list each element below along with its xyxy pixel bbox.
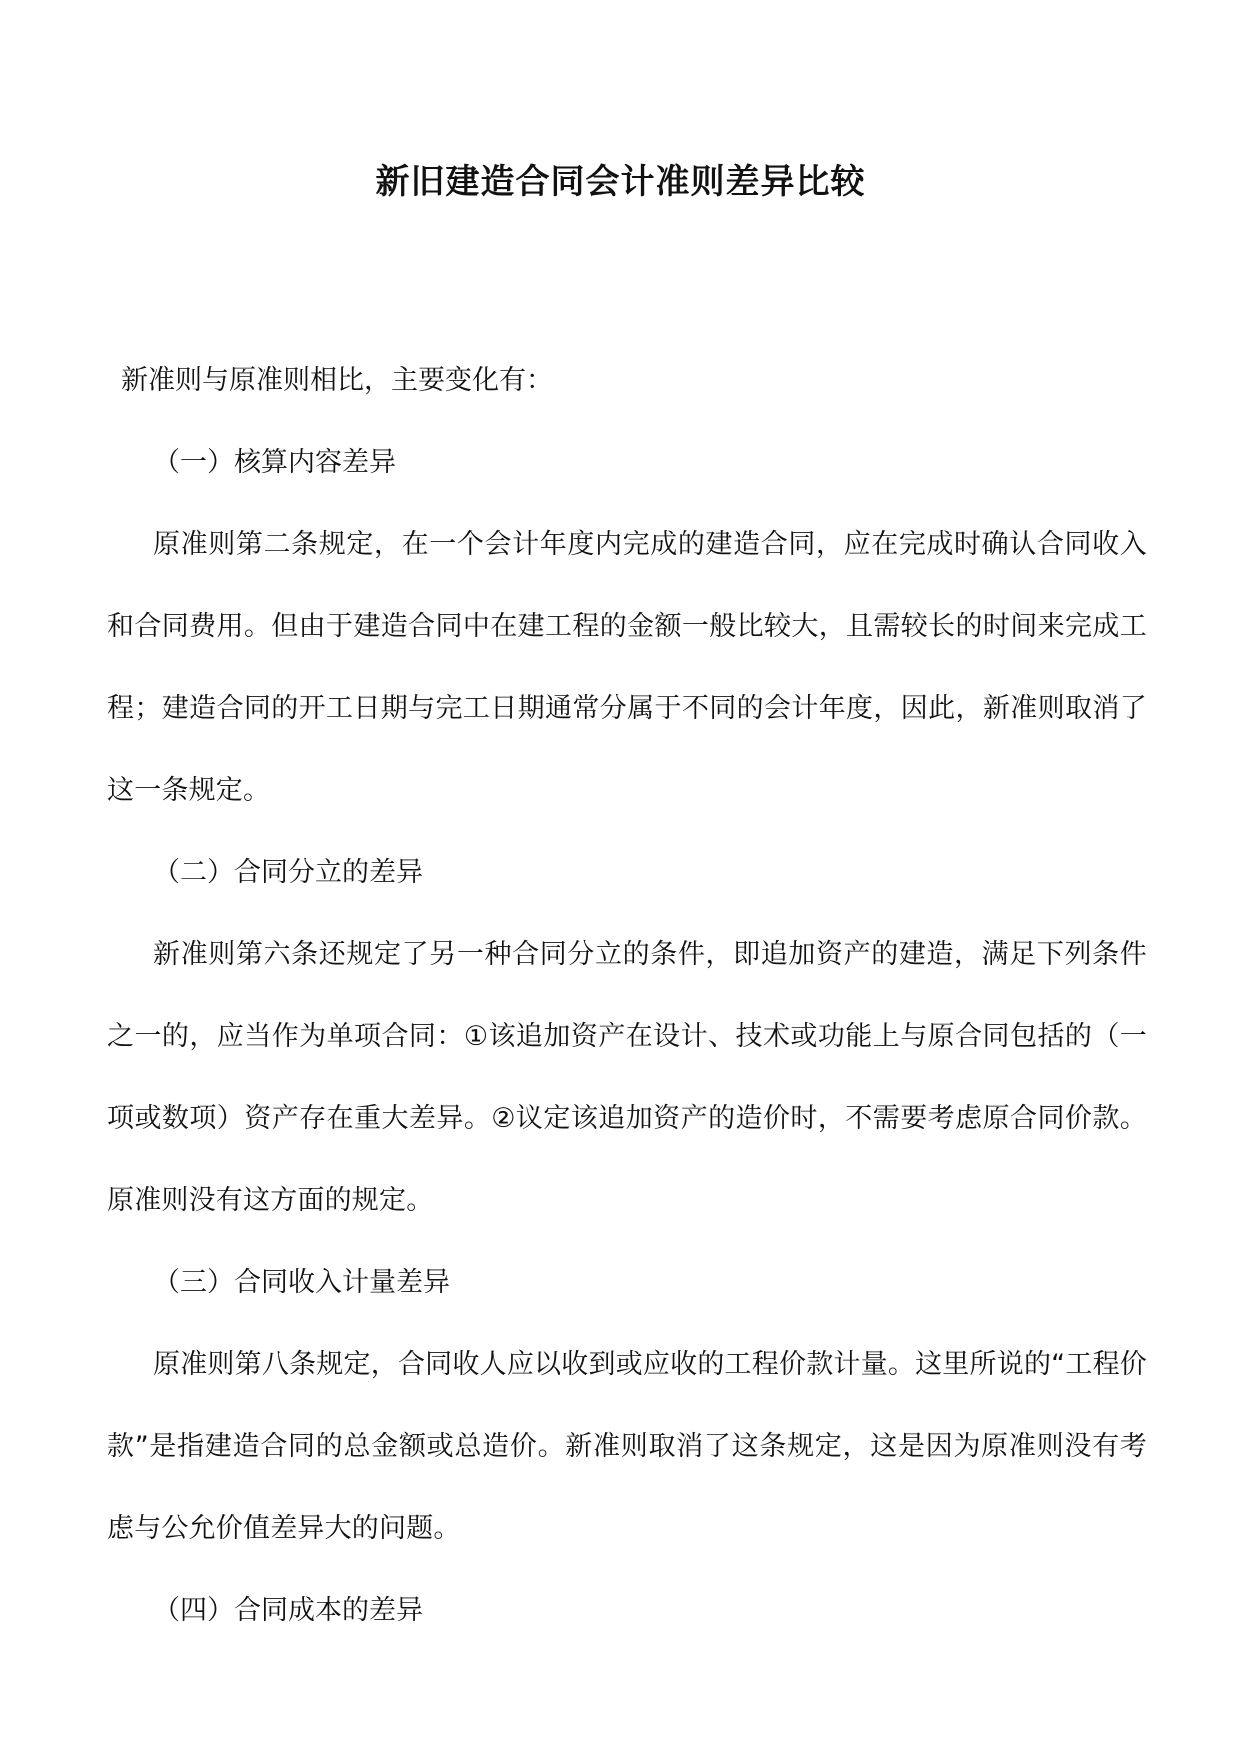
section-heading-2: （二）合同分立的差异 (153, 857, 423, 888)
section-paragraph-2: 新准则第六条还规定了另一种合同分立的条件，即追加资产的建造，满足下列条件之一的，应当作为单项合同：①该追加资产在设计、技术或功能上与原合同包括的（一项或数项）资产存在重大差异。②议定该追加资产的造价时，不需要考虑原合同价款。原准则没有这方面的规定。 (107, 939, 1147, 1216)
section-heading-3: （三）合同收入计量差异 (153, 1267, 450, 1298)
section-heading-4: （四）合同成本的差异 (153, 1595, 423, 1626)
section-paragraph-3: 原准则第八条规定，合同收人应以收到或应收的工程价款计量。这里所说的“工程价款”是指建造合同的总金额或总造价。新准则取消了这条规定，这是因为原准则没有考虑与公允价值差异大的问题。 (107, 1349, 1147, 1544)
section-paragraph-1: 原准则第二条规定，在一个会计年度内完成的建造合同，应在完成时确认合同收入和合同费用。但由于建造合同中在建工程的金额一般比较大，且需较长的时间来完成工程；建造合同的开工日期与完工日期通常分属于不同的会计年度，因此，新准则取消了这一条规定。 (107, 529, 1147, 806)
document-title: 新旧建造合同会计准则差异比较 (375, 162, 866, 202)
section-heading-1: （一）核算内容差异 (153, 447, 396, 478)
document-body (107, 340, 1147, 1652)
intro-paragraph: 新准则与原准则相比，主要变化有： (121, 365, 553, 396)
